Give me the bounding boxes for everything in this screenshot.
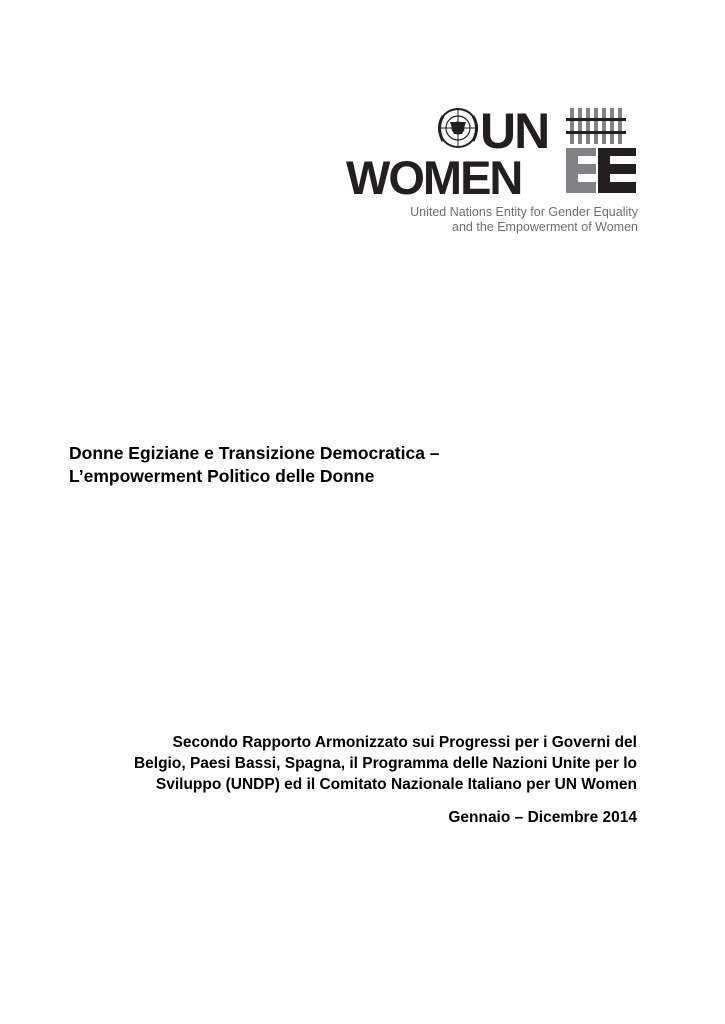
report-line-1: Secondo Rapporto Armonizzato sui Progressi per i Governi del (172, 734, 637, 751)
report-description (57, 732, 637, 795)
report-line-2: Belgio, Paesi Bassi, Spagna, il Programma delle Nazioni Unite per lo (133, 755, 637, 772)
logo-wordmark-un: UN (480, 104, 549, 159)
report-date: Gennaio – Dicembre 2014 (448, 809, 637, 826)
title-line-2: L’empowerment Politico delle Donne (69, 466, 375, 486)
un-women-symbol-icon (566, 108, 636, 193)
report-line-3: Sviluppo (UNDP) ed il Comitato Nazionale Italiano per UN Women (155, 776, 637, 793)
logo-wordmark-women: WOMEN (346, 151, 522, 200)
logo-mark (340, 104, 640, 200)
logo-tagline-line2: and the Empowerment of Women (452, 220, 638, 234)
logo-tagline (410, 205, 638, 235)
title-line-1: Donne Egiziane e Transizione Democratica – (69, 443, 440, 463)
un-women-logo (340, 104, 640, 239)
document-title (69, 442, 629, 488)
un-emblem-icon (439, 109, 477, 147)
logo-tagline-line1: United Nations Entity for Gender Equality (410, 205, 638, 219)
